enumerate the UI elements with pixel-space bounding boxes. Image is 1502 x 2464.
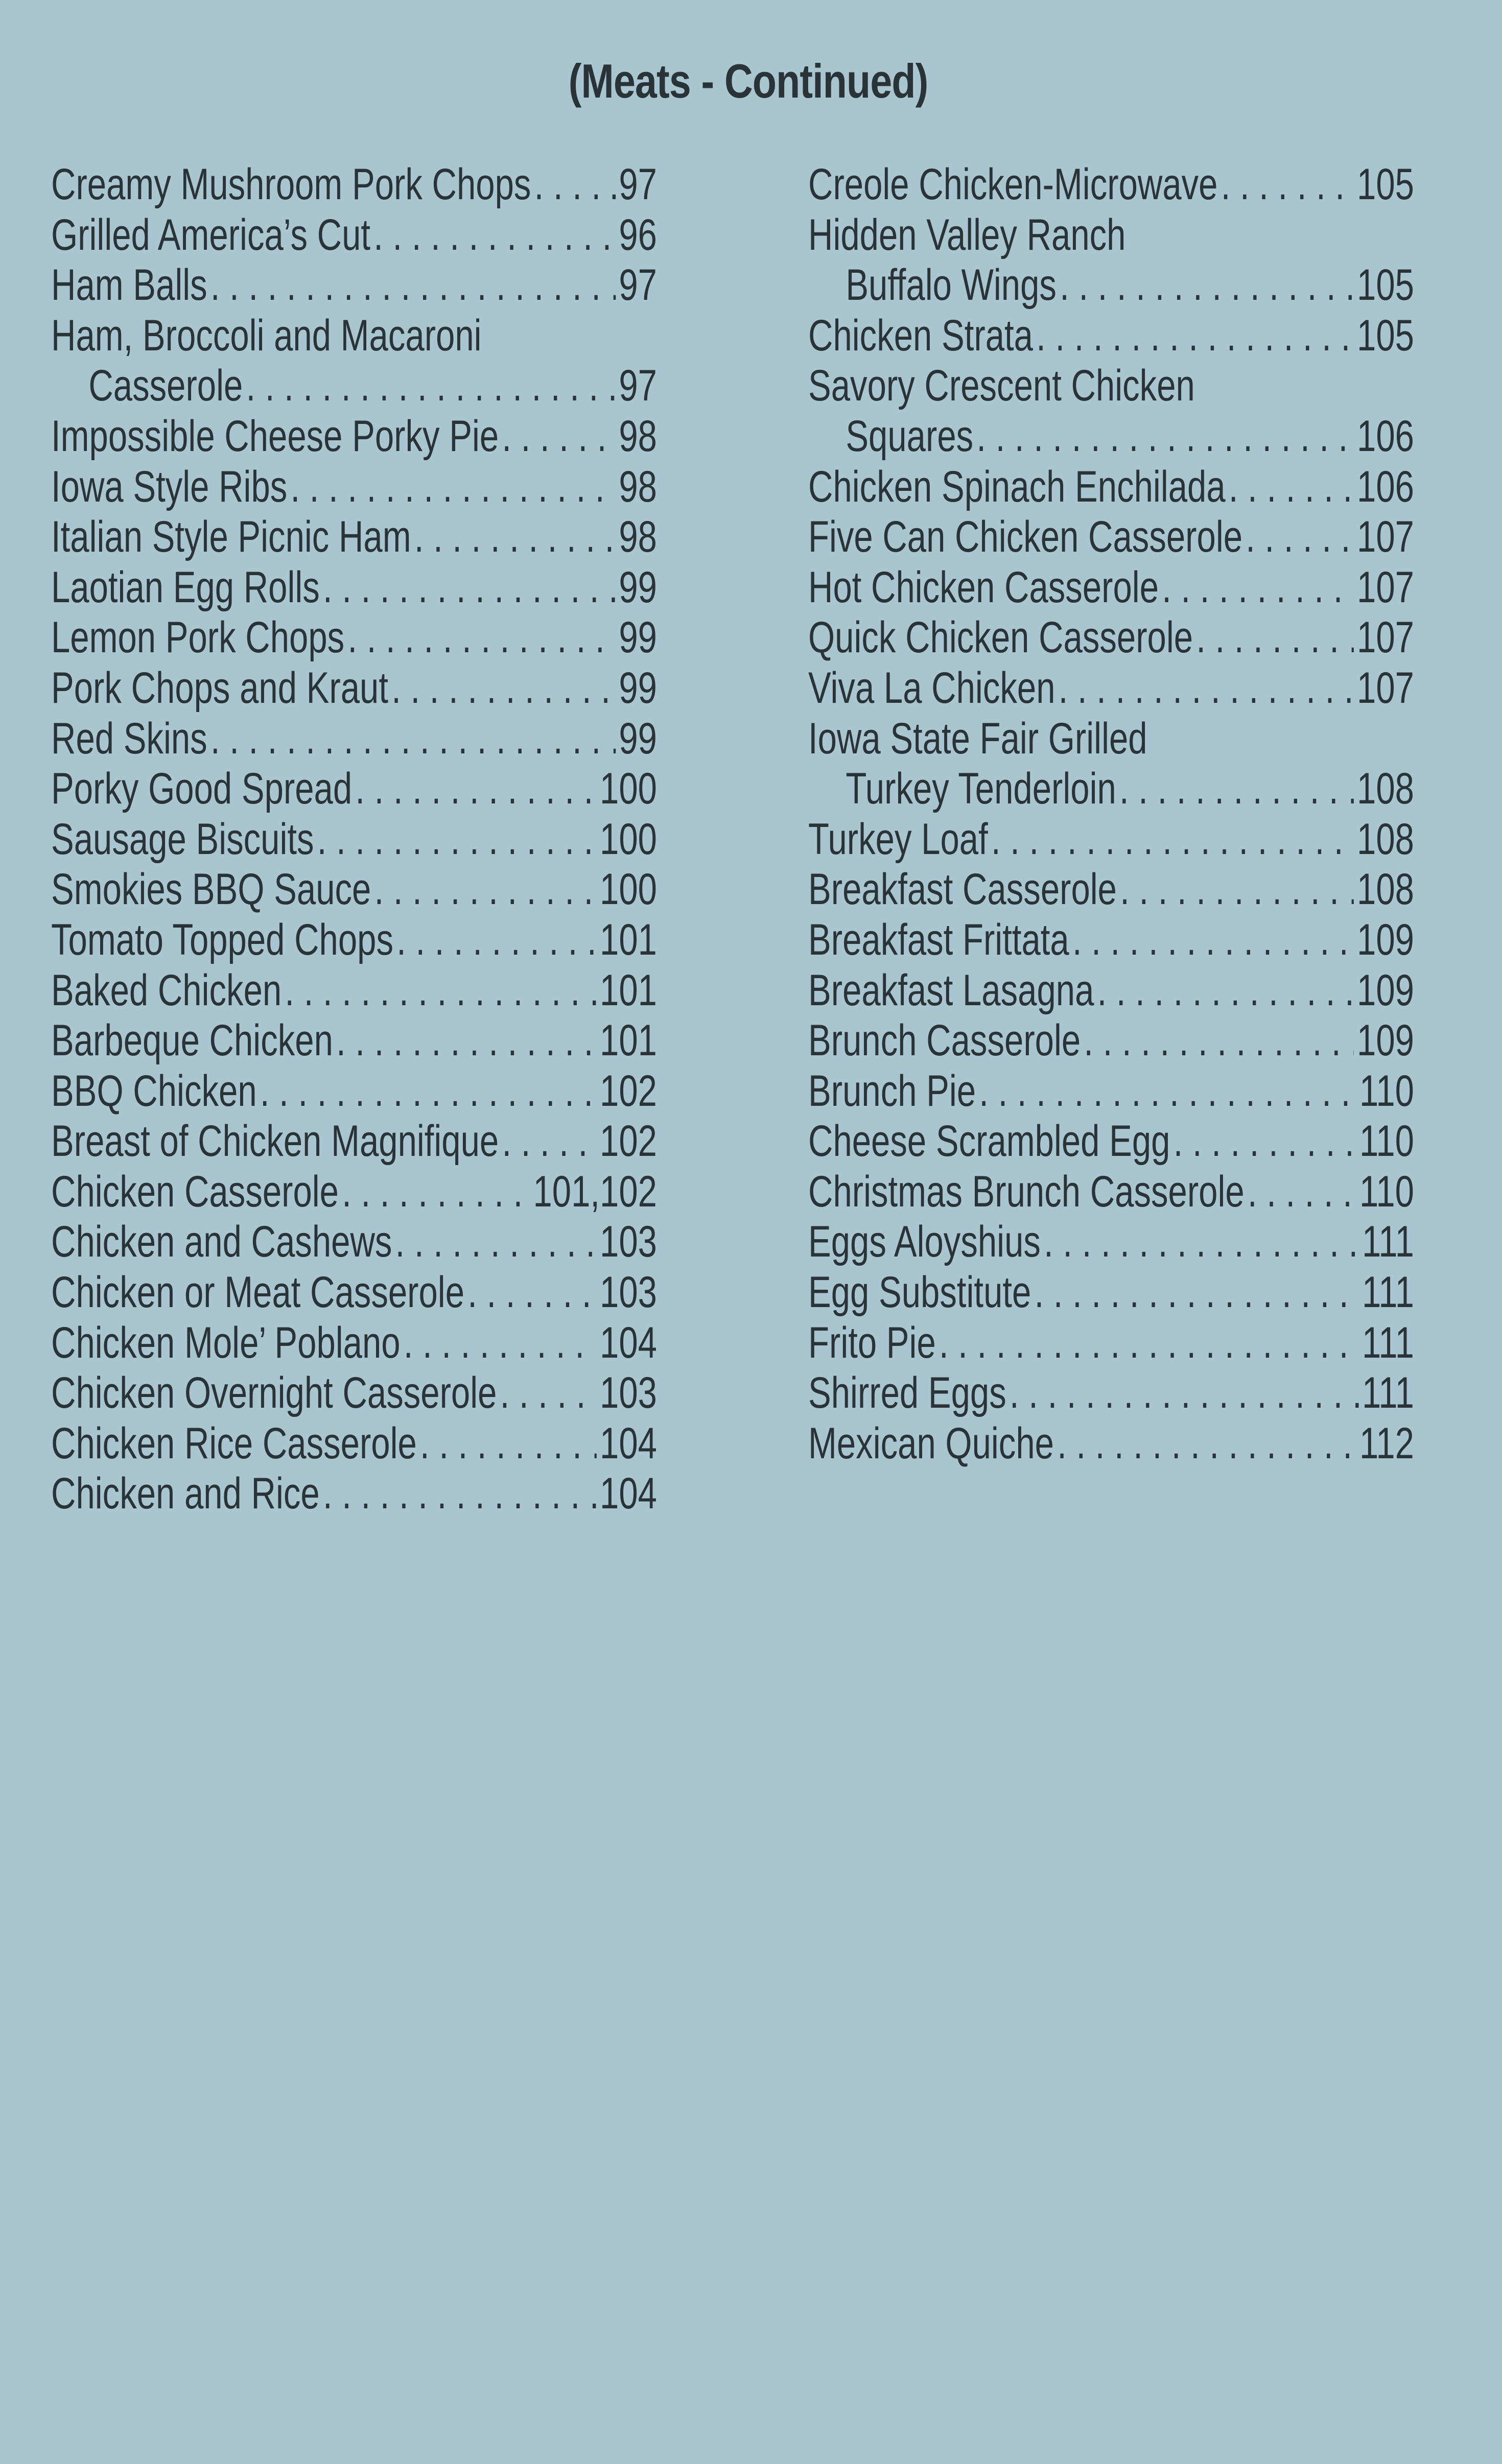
dot-leader [502, 1116, 596, 1167]
entry-title: BBQ Chicken [51, 1066, 257, 1116]
left-index-column [51, 159, 657, 1519]
dot-leader [391, 663, 616, 714]
dot-leader [502, 411, 616, 462]
dot-leader [1057, 1418, 1356, 1469]
entry-title: Buffalo Wings [846, 260, 1057, 310]
dot-leader [347, 612, 616, 663]
entry-page-number: 112 [1359, 1418, 1414, 1468]
entry-page-number: 99 [619, 613, 657, 662]
index-entry [808, 361, 1414, 411]
entry-title: Hot Chicken Casserole [808, 562, 1159, 612]
index-entry [51, 462, 657, 512]
dot-leader [210, 260, 616, 311]
index-entry [808, 1217, 1414, 1267]
index-entry [51, 1217, 657, 1267]
dot-leader [1044, 1217, 1359, 1267]
entry-title: Creole Chicken-Microwave [808, 160, 1218, 209]
entry-title: Tomato Topped Chops [51, 915, 394, 964]
index-entry [808, 1116, 1414, 1167]
index-entry [51, 512, 657, 562]
dot-leader [246, 361, 616, 411]
dot-leader [1248, 1167, 1356, 1217]
entry-page-number: 102 [600, 1066, 657, 1116]
entry-title: Grilled America’s Cut [51, 210, 371, 259]
dot-leader [1196, 612, 1353, 663]
dot-leader [991, 814, 1354, 865]
entry-title: Pork Chops and Kraut [51, 663, 389, 713]
entry-title: Egg Substitute [808, 1268, 1031, 1317]
dot-leader [1097, 965, 1354, 1016]
entry-title: Breakfast Frittata [808, 915, 1069, 964]
dot-leader [285, 965, 596, 1016]
dot-leader [420, 1418, 597, 1469]
index-entry [51, 814, 657, 865]
entry-page-number: 105 [1357, 160, 1414, 209]
dot-leader [939, 1318, 1359, 1368]
entry-title: Brunch Casserole [808, 1016, 1081, 1065]
entry-page-number: 110 [1359, 1066, 1414, 1116]
index-entry [51, 1418, 657, 1469]
entry-page-number: 104 [600, 1418, 657, 1468]
index-entry [808, 714, 1414, 764]
dot-leader [374, 864, 597, 915]
dot-leader [355, 764, 596, 814]
entry-page-number: 108 [1357, 764, 1414, 814]
index-entry [808, 965, 1414, 1016]
dot-leader [414, 512, 616, 562]
dot-leader [1036, 311, 1354, 361]
entry-title: Viva La Chicken [808, 663, 1055, 713]
dot-leader [342, 1167, 530, 1217]
entry-title: Ham Balls [51, 260, 207, 310]
index-entry [808, 210, 1414, 260]
entry-page-number: 109 [1357, 1016, 1414, 1065]
entry-page-number: 104 [600, 1318, 657, 1367]
dot-leader [210, 714, 616, 764]
index-entry [808, 159, 1414, 210]
entry-title: Brunch Pie [808, 1066, 976, 1116]
entry-title: Porky Good Spread [51, 764, 353, 814]
entry-page-number: 102 [600, 1117, 657, 1166]
dot-leader [260, 1066, 597, 1117]
entry-title: Mexican Quiche [808, 1418, 1054, 1468]
index-entry [51, 612, 657, 663]
entry-page-number: 98 [619, 411, 657, 461]
dot-leader [979, 1066, 1356, 1117]
entry-title: Turkey Tenderloin [846, 764, 1116, 814]
entry-page-number: 111 [1362, 1368, 1414, 1418]
dot-leader [1120, 864, 1354, 915]
entry-title: Five Can Chicken Casserole [808, 512, 1243, 562]
dot-leader [976, 411, 1353, 462]
entry-title: Iowa State Fair Grilled [808, 714, 1147, 763]
entry-page-number: 99 [619, 714, 657, 763]
index-entry [808, 612, 1414, 663]
entry-page-number: 109 [1357, 915, 1414, 964]
entry-title: Red Skins [51, 714, 207, 763]
entry-title: Squares [846, 411, 974, 461]
index-entry [51, 714, 657, 764]
index-entry [808, 864, 1414, 915]
entry-page-number: 109 [1357, 965, 1414, 1015]
dot-leader [291, 462, 616, 512]
dot-leader [323, 1468, 597, 1519]
entry-page-number: 108 [1357, 814, 1414, 864]
entry-page-number: .97 [609, 160, 657, 209]
dot-leader [373, 210, 616, 260]
index-entry [51, 159, 657, 210]
index-entry [51, 1066, 657, 1117]
index-entry [808, 1368, 1414, 1418]
entry-title: Chicken and Cashews [51, 1217, 392, 1267]
dot-leader [467, 1267, 597, 1318]
index-entry [808, 1418, 1414, 1469]
dot-leader [336, 1015, 597, 1066]
index-entry [808, 1015, 1414, 1066]
entry-title: Chicken or Meat Casserole [51, 1268, 465, 1317]
entry-title: Chicken Rice Casserole [51, 1418, 417, 1468]
index-entry [51, 764, 657, 814]
entry-page-number: 97 [619, 361, 657, 411]
entry-page-number: 107 [1357, 663, 1414, 713]
index-entry [51, 210, 657, 260]
entry-title: Barbeque Chicken [51, 1016, 333, 1065]
dot-leader [1010, 1368, 1359, 1418]
index-entry [51, 965, 657, 1016]
index-entry [808, 462, 1414, 512]
entry-page-number: 105 [1357, 311, 1414, 360]
entry-title: Ham, Broccoli and Macaroni [51, 311, 482, 360]
dot-leader [1119, 764, 1354, 814]
index-entry [808, 562, 1414, 613]
dot-leader [1060, 260, 1354, 311]
entry-title: Turkey Loaf [808, 814, 988, 864]
entry-title: Cheese Scrambled Egg [808, 1117, 1170, 1166]
index-entry [51, 663, 657, 714]
page-heading: (Meats - Continued) [568, 54, 928, 108]
entry-title: Impossible Cheese Porky Pie [51, 411, 499, 461]
index-entry [808, 1066, 1414, 1117]
entry-page-number: 101 [600, 1016, 657, 1065]
index-entry [51, 1368, 657, 1418]
dot-leader [404, 1318, 597, 1368]
entry-title: Chicken and Rice [51, 1469, 320, 1519]
dot-leader [323, 562, 616, 613]
index-entry [808, 915, 1414, 965]
entry-page-number: 100 [600, 865, 657, 914]
entry-page-number: 97 [619, 260, 657, 310]
entry-page-number: 108 [1357, 865, 1414, 914]
index-entry [51, 411, 657, 462]
dot-leader [1162, 562, 1354, 613]
dot-leader [1035, 1267, 1359, 1318]
index-entry [51, 1015, 657, 1066]
entry-page-number: 106 [1357, 411, 1414, 461]
dot-leader [1221, 159, 1354, 210]
index-entry [51, 562, 657, 613]
entry-title: Chicken Spinach Enchilada [808, 462, 1226, 511]
dot-leader [1059, 663, 1354, 714]
entry-page-number: 99 [619, 562, 657, 612]
index-entry [808, 1167, 1414, 1217]
dot-leader [317, 814, 597, 865]
entry-page-number: 106 [1357, 462, 1414, 511]
entry-page-number: 107 [1357, 512, 1414, 562]
index-entry [51, 260, 657, 311]
entry-title: Christmas Brunch Casserole [808, 1167, 1245, 1216]
index-entry [808, 764, 1414, 814]
entry-title: Eggs Aloyshius [808, 1217, 1041, 1267]
index-entry [51, 1468, 657, 1519]
dot-leader [1072, 915, 1354, 965]
dot-leader [534, 159, 606, 210]
entry-page-number: 110 [1359, 1117, 1414, 1166]
entry-title: Breast of Chicken Magnifique [51, 1117, 499, 1166]
entry-title: Chicken Casserole [51, 1167, 339, 1216]
index-entry [51, 864, 657, 915]
entry-page-number: 101 [600, 965, 657, 1015]
right-index-column [808, 159, 1414, 1468]
index-entry [808, 311, 1414, 361]
entry-page-number: 99 [619, 663, 657, 713]
entry-page-number: 100 [600, 814, 657, 864]
entry-title: Chicken Overnight Casserole [51, 1368, 497, 1418]
entry-title: Frito Pie [808, 1318, 936, 1367]
index-entry [808, 512, 1414, 562]
entry-page-number: 107 [1357, 562, 1414, 612]
entry-page-number: 103 [600, 1268, 657, 1317]
index-entry [808, 411, 1414, 462]
dot-leader [500, 1368, 597, 1418]
entry-title: Chicken Mole’ Poblano [51, 1318, 401, 1367]
entry-page-number: 111 [1362, 1318, 1414, 1367]
index-entry [51, 1267, 657, 1318]
entry-title: Chicken Strata [808, 311, 1033, 360]
entry-title: Baked Chicken [51, 965, 282, 1015]
entry-page-number: 107 [1357, 613, 1414, 662]
entry-title: Iowa Style Ribs [51, 462, 288, 511]
entry-title: Savory Crescent Chicken [808, 361, 1195, 411]
index-entry [51, 1318, 657, 1368]
dot-leader [1174, 1116, 1356, 1167]
entry-title: Breakfast Casserole [808, 865, 1117, 914]
entry-page-number: 104 [600, 1469, 657, 1519]
index-entry [808, 1318, 1414, 1368]
entry-title: Quick Chicken Casserole [808, 613, 1193, 662]
dot-leader [1246, 512, 1354, 562]
entry-page-number: 110 [1359, 1167, 1414, 1216]
entry-page-number: 111 [1362, 1268, 1414, 1317]
entry-title: Laotian Egg Rolls [51, 562, 320, 612]
entry-title: Shirred Eggs [808, 1368, 1006, 1418]
entry-title: Casserole [88, 361, 243, 411]
entry-page-number: 103 [600, 1368, 657, 1418]
entry-page-number: 98 [619, 512, 657, 562]
index-entry [808, 663, 1414, 714]
entry-page-number: 103 [600, 1217, 657, 1267]
entry-title: Breakfast Lasagna [808, 965, 1094, 1015]
entry-page-number: 100 [600, 764, 657, 814]
dot-leader [1084, 1015, 1353, 1066]
index-entry [808, 1267, 1414, 1318]
index-entry [51, 1116, 657, 1167]
entry-page-number: 101 [600, 915, 657, 964]
dot-leader [395, 1217, 597, 1267]
index-entry [51, 311, 657, 361]
index-entry [51, 361, 657, 411]
index-entry [808, 814, 1414, 865]
index-entry [51, 1167, 657, 1217]
entry-page-number: 98 [619, 462, 657, 511]
entry-title: Lemon Pork Chops [51, 613, 345, 662]
entry-title: Hidden Valley Ranch [808, 210, 1126, 259]
entry-page-number: 96 [619, 210, 657, 259]
entry-page-number: 101,102 [533, 1167, 657, 1216]
dot-leader [1229, 462, 1354, 512]
dot-leader [396, 915, 597, 965]
entry-title: Sausage Biscuits [51, 814, 314, 864]
index-entry [51, 915, 657, 965]
entry-title: Italian Style Picnic Ham [51, 512, 411, 562]
entry-page-number: 105 [1357, 260, 1414, 310]
index-entry [808, 260, 1414, 311]
entry-page-number: 111 [1362, 1217, 1414, 1267]
entry-title: Smokies BBQ Sauce [51, 865, 371, 914]
entry-title: Creamy Mushroom Pork Chops [51, 160, 531, 209]
